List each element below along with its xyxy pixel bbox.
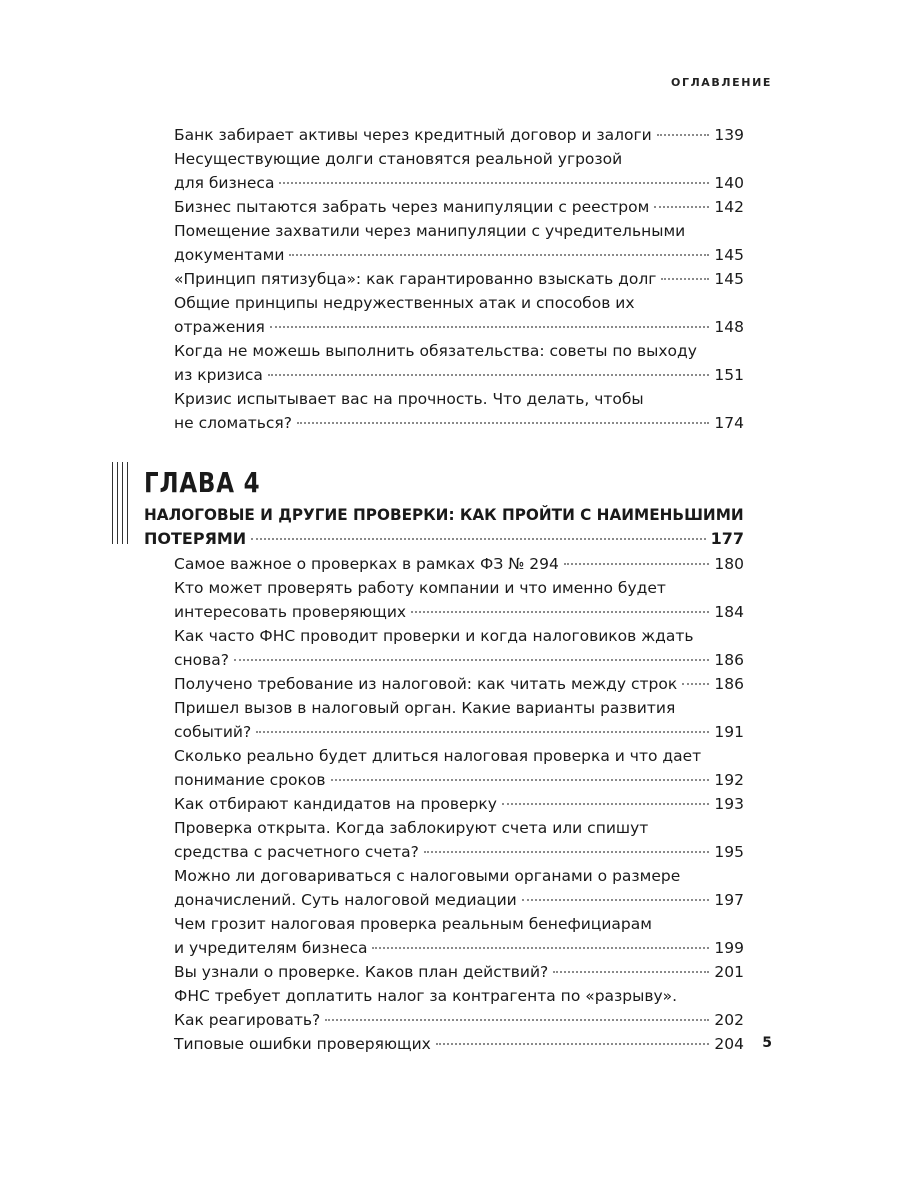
toc-entry-page-number: 199 xyxy=(714,939,744,957)
toc-entry-page-number: 204 xyxy=(714,1035,744,1053)
toc-entry[interactable] xyxy=(174,864,744,912)
toc-entry-title-line: Проверка открыта. Когда заблокируют счета или спишут xyxy=(174,819,649,837)
toc-entry-title-line: Сколько реально будет длиться налоговая проверка и что дает xyxy=(174,747,702,765)
toc-entry[interactable] xyxy=(174,339,744,387)
toc-entry[interactable] xyxy=(174,744,744,792)
toc-entry-page-number: 193 xyxy=(714,795,744,813)
toc-entry-page-number: 151 xyxy=(714,366,744,384)
dot-leader xyxy=(411,611,709,613)
dot-leader xyxy=(436,1043,710,1045)
toc-entry-page-number: 139 xyxy=(714,126,744,144)
toc-entry-title-line: для бизнеса xyxy=(174,174,275,192)
toc-entry[interactable] xyxy=(174,984,744,1032)
toc-entry-page-number: 180 xyxy=(714,555,744,573)
dot-leader xyxy=(270,326,710,328)
toc-entry-page-number: 174 xyxy=(714,414,744,432)
toc-entry[interactable] xyxy=(174,576,744,624)
chapter-title-line: НАЛОГОВЫЕ И ДРУГИЕ ПРОВЕРКИ: КАК ПРОЙТИ С НАИМЕНЬШИМИ xyxy=(144,505,744,524)
toc-entry-title-line: ФНС требует доплатить налог за контрагента по «разрыву». xyxy=(174,987,678,1005)
toc-entry-title-line: Пришел вызов в налоговый орган. Какие варианты развития xyxy=(174,699,676,717)
toc-entry-title-line: Вы узнали о проверке. Каков план действий? xyxy=(174,963,549,981)
toc-entry-page-number: 140 xyxy=(714,174,744,192)
dot-leader xyxy=(564,563,710,565)
chapter-label: ГЛАВА 4 xyxy=(144,466,261,499)
toc-entry-title-line: Кто может проверять работу компании и что именно будет xyxy=(174,579,666,597)
chapter-decorative-bars xyxy=(112,462,128,544)
toc-entry-page-number: 197 xyxy=(714,891,744,909)
toc-entry-page-number: 142 xyxy=(714,198,744,216)
toc-entry-title-line: понимание сроков xyxy=(174,771,326,789)
running-head: ОГЛАВЛЕНИЕ xyxy=(671,76,772,89)
dot-leader xyxy=(289,254,709,256)
toc-entry[interactable] xyxy=(174,672,744,696)
toc-entry-title-line: документами xyxy=(174,246,285,264)
dot-leader xyxy=(297,422,709,424)
dot-leader xyxy=(553,971,709,973)
toc-entry-title-line: событий? xyxy=(174,723,252,741)
toc-entry-title-line: доначислений. Суть налоговой медиации xyxy=(174,891,517,909)
chapter-page-number: 177 xyxy=(710,529,744,548)
toc-entry-title-line: Как отбирают кандидатов на проверку xyxy=(174,795,497,813)
dot-leader xyxy=(654,206,709,208)
dot-leader xyxy=(522,899,710,901)
toc-entry[interactable] xyxy=(174,792,744,816)
dot-leader xyxy=(279,182,709,184)
toc-entry-page-number: 186 xyxy=(714,651,744,669)
toc-entry-title-line: Несуществующие долги становятся реальной угрозой xyxy=(174,150,623,168)
toc-entry[interactable] xyxy=(174,816,744,864)
chapter-title-line: ПОТЕРЯМИ xyxy=(144,529,247,548)
toc-entry-title-line: Типовые ошибки проверяющих xyxy=(174,1035,431,1053)
toc-entry-title-line: средства с расчетного счета? xyxy=(174,843,419,861)
toc-entry-title-line: не сломаться? xyxy=(174,414,292,432)
toc-entry[interactable] xyxy=(174,123,744,147)
dot-leader xyxy=(372,947,709,949)
dot-leader xyxy=(657,134,710,136)
toc-entry-title-line: Получено требование из налоговой: как читать между строк xyxy=(174,675,678,693)
toc-entry[interactable] xyxy=(174,195,744,219)
dot-leader xyxy=(325,1019,709,1021)
dot-leader xyxy=(256,731,709,733)
toc-entry-page-number: 192 xyxy=(714,771,744,789)
toc-entry-title-line: Можно ли договариваться с налоговыми органами о размере xyxy=(174,867,681,885)
toc-entry-title-line: Чем грозит налоговая проверка реальным бенефициарам xyxy=(174,915,652,933)
toc-entry-title-line: Общие принципы недружественных атак и способов их xyxy=(174,294,635,312)
toc-entry[interactable] xyxy=(174,291,744,339)
dot-leader xyxy=(682,683,709,685)
dot-leader xyxy=(502,803,709,805)
toc-entry-title-line: Бизнес пытаются забрать через манипуляции с реестром xyxy=(174,198,650,216)
chapter-title-entry[interactable] xyxy=(144,503,744,551)
toc-entry[interactable] xyxy=(174,1032,744,1056)
toc-section-chapter4 xyxy=(174,552,744,1056)
toc-entry-page-number: 202 xyxy=(714,1011,744,1029)
toc-entry-title-line: Самое важное о проверках в рамках ФЗ № 294 xyxy=(174,555,559,573)
toc-entry[interactable] xyxy=(174,624,744,672)
toc-entry[interactable] xyxy=(174,696,744,744)
toc-entry[interactable] xyxy=(174,267,744,291)
toc-entry-title-line: Как реагировать? xyxy=(174,1011,321,1029)
toc-entry-title-line: Помещение захватили через манипуляции с учредительными xyxy=(174,222,686,240)
dot-leader xyxy=(268,374,710,376)
dot-leader xyxy=(251,538,705,540)
dot-leader xyxy=(424,851,710,853)
toc-entry-page-number: 184 xyxy=(714,603,744,621)
toc-entry-page-number: 201 xyxy=(714,963,744,981)
dot-leader xyxy=(331,779,710,781)
toc-entry-title-line: из кризиса xyxy=(174,366,263,384)
toc-entry-page-number: 195 xyxy=(714,843,744,861)
toc-entry-title-line: и учредителям бизнеса xyxy=(174,939,368,957)
toc-entry-page-number: 145 xyxy=(714,246,744,264)
page-number: 5 xyxy=(762,1035,772,1051)
toc-entry-title-line: «Принцип пятизубца»: как гарантированно взыскать долг xyxy=(174,270,657,288)
toc-entry-title-line: Банк забирает активы через кредитный договор и залоги xyxy=(174,126,652,144)
toc-entry-title-line: отражения xyxy=(174,318,265,336)
toc-entry[interactable] xyxy=(174,912,744,960)
toc-entry[interactable] xyxy=(174,219,744,267)
toc-entry-title-line: интересовать проверяющих xyxy=(174,603,407,621)
toc-entry[interactable] xyxy=(174,147,744,195)
toc-entry-page-number: 145 xyxy=(714,270,744,288)
toc-section-top xyxy=(174,123,744,435)
dot-leader xyxy=(234,659,709,661)
toc-entry[interactable] xyxy=(174,960,744,984)
dot-leader xyxy=(661,278,709,280)
toc-entry-title-line: снова? xyxy=(174,651,229,669)
toc-entry-title-line: Как часто ФНС проводит проверки и когда налоговиков ждать xyxy=(174,627,694,645)
toc-entry-page-number: 191 xyxy=(714,723,744,741)
toc-entry-page-number: 186 xyxy=(714,675,744,693)
toc-entry-title-line: Когда не можешь выполнить обязательства: советы по выходу xyxy=(174,342,697,360)
toc-entry[interactable] xyxy=(174,552,744,576)
toc-entry[interactable] xyxy=(174,387,744,435)
toc-entry-title-line: Кризис испытывает вас на прочность. Что делать, чтобы xyxy=(174,390,644,408)
toc-entry-page-number: 148 xyxy=(714,318,744,336)
